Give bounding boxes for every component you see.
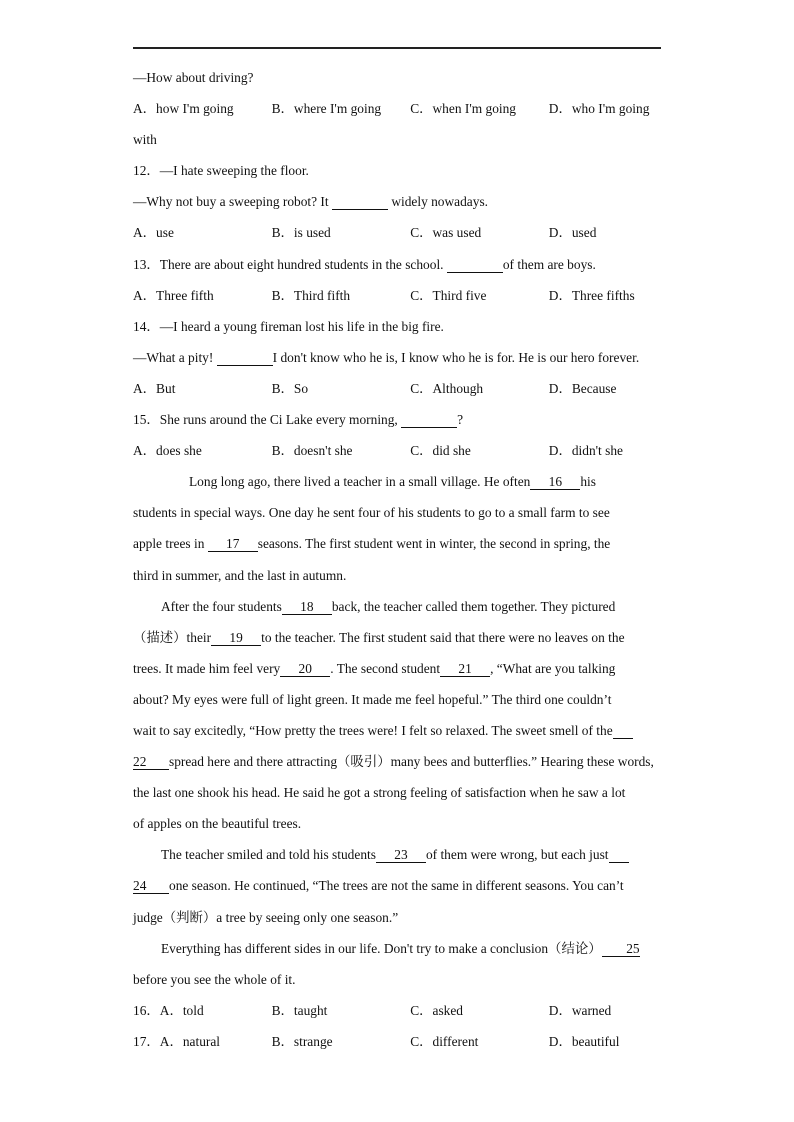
q13-blank bbox=[447, 258, 503, 273]
passage-p1-line4: third in summer, and the last in autumn. bbox=[133, 567, 347, 583]
passage-p1-line3 bbox=[133, 528, 673, 559]
q12-option-a[interactable]: A．use bbox=[133, 225, 174, 241]
blank-16: 16 bbox=[530, 475, 580, 490]
q14-text-before: —What a pity! bbox=[133, 349, 217, 365]
q14-blank bbox=[217, 351, 273, 366]
passage-text: （描述）their bbox=[133, 629, 212, 645]
blank-22: 22 bbox=[133, 755, 169, 770]
q12-blank bbox=[332, 195, 388, 210]
q11-option-wrap: with bbox=[133, 132, 157, 148]
passage-p3-line3: judge（判断）a tree by seeing only one season.” bbox=[133, 909, 399, 925]
blank-22-lead bbox=[613, 724, 633, 739]
passage-text: Long long ago, there lived a teacher in a small village. He often bbox=[189, 474, 531, 490]
blank-21: 21 bbox=[440, 662, 490, 677]
passage-text: apple trees in bbox=[133, 536, 208, 552]
q17-option-a[interactable]: 17．A．natural bbox=[133, 1033, 221, 1049]
q12-text-before: —Why not buy a sweeping robot? It bbox=[133, 194, 332, 210]
q15-text-after: ? bbox=[457, 412, 464, 428]
q14-option-b[interactable]: B．So bbox=[271, 380, 309, 396]
passage-text: spread here and there attracting（吸引）many bees and butterflies.” Hearing these words, bbox=[169, 754, 654, 770]
passage-text: Everything has different sides in our life. Don't try to make a conclusion（结论） bbox=[161, 940, 602, 956]
q14-option-d[interactable]: D．Because bbox=[548, 380, 617, 396]
q14-stem: 14．—I heard a young fireman lost his life in the big fire. bbox=[133, 318, 444, 334]
q13-option-a[interactable]: A．Three fifth bbox=[133, 287, 214, 303]
q15-option-c[interactable]: C．did she bbox=[410, 443, 471, 459]
passage-text: wait to say excitedly, “How pretty the trees were! I felt so relaxed. The sweet smell of the bbox=[133, 722, 613, 738]
q13-options bbox=[133, 280, 673, 311]
q11-option-c[interactable]: C．when I'm going bbox=[410, 101, 516, 117]
blank-24: 24 bbox=[133, 879, 169, 894]
passage-text: . The second student bbox=[330, 660, 441, 676]
q16-option-b[interactable]: B．taught bbox=[271, 1002, 328, 1018]
q15-option-d[interactable]: D．didn't she bbox=[548, 443, 623, 459]
blank-19: 19 bbox=[211, 631, 261, 646]
passage-p2-line2 bbox=[133, 622, 673, 653]
passage-p3-line2 bbox=[133, 870, 673, 901]
q15-text-before: 15．She runs around the Ci Lake every morning, bbox=[133, 412, 402, 428]
q12-options bbox=[133, 217, 673, 248]
blank-17: 17 bbox=[208, 537, 258, 552]
q14-option-c[interactable]: C．Although bbox=[410, 380, 484, 396]
q15-blank bbox=[401, 413, 457, 428]
passage-text: The teacher smiled and told his students bbox=[161, 847, 376, 863]
passage-p1-line1 bbox=[133, 466, 673, 497]
passage-text: of them were wrong, but each just bbox=[425, 847, 609, 863]
passage-p4-line2: before you see the whole of it. bbox=[133, 971, 296, 987]
q15-stem bbox=[133, 404, 673, 435]
passage-p4-line1 bbox=[133, 933, 673, 964]
passage-p2-line6 bbox=[133, 746, 673, 777]
passage-text: his bbox=[580, 474, 596, 490]
passage-text: , “What are you talking bbox=[490, 660, 616, 676]
q16-option-d[interactable]: D．warned bbox=[548, 1002, 612, 1018]
passage-text: After the four students bbox=[161, 598, 282, 614]
q11-answer-line: —How about driving? bbox=[133, 70, 254, 85]
passage-p2-line5 bbox=[133, 715, 673, 746]
q13-text-after: of them are boys. bbox=[502, 256, 596, 272]
blank-25: 25 bbox=[602, 942, 640, 957]
q14-options bbox=[133, 373, 673, 404]
passage-text: one season. He continued, “The trees are not the same in different seasons. You can’t bbox=[169, 878, 624, 894]
passage-p2-line4: about? My eyes were full of light green. It made me feel hopeful.” The third one couldn’t bbox=[133, 691, 612, 707]
q13-stem bbox=[133, 249, 673, 280]
q16-options bbox=[133, 995, 673, 1026]
q14-option-a[interactable]: A．But bbox=[133, 380, 176, 396]
q15-option-b[interactable]: B．doesn't she bbox=[271, 443, 353, 459]
q11-option-d[interactable]: D．who I'm going bbox=[548, 101, 650, 117]
q13-text-before: 13．There are about eight hundred students in the school. bbox=[133, 256, 447, 272]
q11-option-b[interactable]: B．where I'm going bbox=[271, 101, 382, 117]
q17-options bbox=[133, 1026, 673, 1057]
passage-text: seasons. The first student went in winter, the second in spring, the bbox=[257, 536, 611, 552]
q15-options bbox=[133, 435, 673, 466]
q12-stem: 12．—I hate sweeping the floor. bbox=[133, 163, 309, 179]
blank-24-lead bbox=[609, 848, 629, 863]
document-page bbox=[133, 62, 673, 1057]
passage-p1-line2: students in special ways. One day he sent four of his students to go to a small farm to see bbox=[133, 505, 610, 521]
q16-option-a[interactable]: 16．A．told bbox=[133, 1002, 204, 1018]
q17-option-c[interactable]: C．different bbox=[410, 1033, 479, 1049]
q14-line2 bbox=[133, 342, 673, 373]
q16-option-c[interactable]: C．asked bbox=[410, 1002, 463, 1018]
q11-option-a[interactable]: A．how I'm going bbox=[133, 101, 234, 117]
q15-option-a[interactable]: A．does she bbox=[133, 443, 202, 459]
header-rule bbox=[133, 47, 661, 49]
q12-text-after: widely nowadays. bbox=[387, 194, 489, 210]
q12-option-b[interactable]: B．is used bbox=[271, 225, 331, 241]
q12-option-c[interactable]: C．was used bbox=[410, 225, 482, 241]
q14-text-after: I don't know who he is, I know who he is for. He is our hero forever. bbox=[272, 349, 640, 365]
q17-option-b[interactable]: B．strange bbox=[271, 1033, 333, 1049]
q12-option-d[interactable]: D．used bbox=[548, 225, 597, 241]
q11-options bbox=[133, 93, 673, 124]
passage-text: to the teacher. The first student said that there were no leaves on the bbox=[261, 629, 625, 645]
passage-p2-line3 bbox=[133, 653, 673, 684]
passage-p3-line1 bbox=[133, 839, 673, 870]
passage-p2-line8: of apples on the beautiful trees. bbox=[133, 816, 302, 832]
passage-p2-line1 bbox=[133, 591, 673, 622]
blank-20: 20 bbox=[280, 662, 330, 677]
q17-option-d[interactable]: D．beautiful bbox=[548, 1033, 620, 1049]
q13-option-b[interactable]: B．Third fifth bbox=[271, 287, 351, 303]
q13-option-d[interactable]: D．Three fifths bbox=[548, 287, 635, 303]
passage-text: trees. It made him feel very bbox=[133, 660, 281, 676]
passage-text: back, the teacher called them together. They pictured bbox=[331, 598, 616, 614]
passage-p2-line7: the last one shook his head. He said he got a strong feeling of satisfaction when he saw a lot bbox=[133, 785, 626, 801]
q13-option-c[interactable]: C．Third five bbox=[410, 287, 487, 303]
q12-line2 bbox=[133, 186, 673, 217]
blank-23: 23 bbox=[376, 848, 426, 863]
blank-18: 18 bbox=[282, 600, 332, 615]
